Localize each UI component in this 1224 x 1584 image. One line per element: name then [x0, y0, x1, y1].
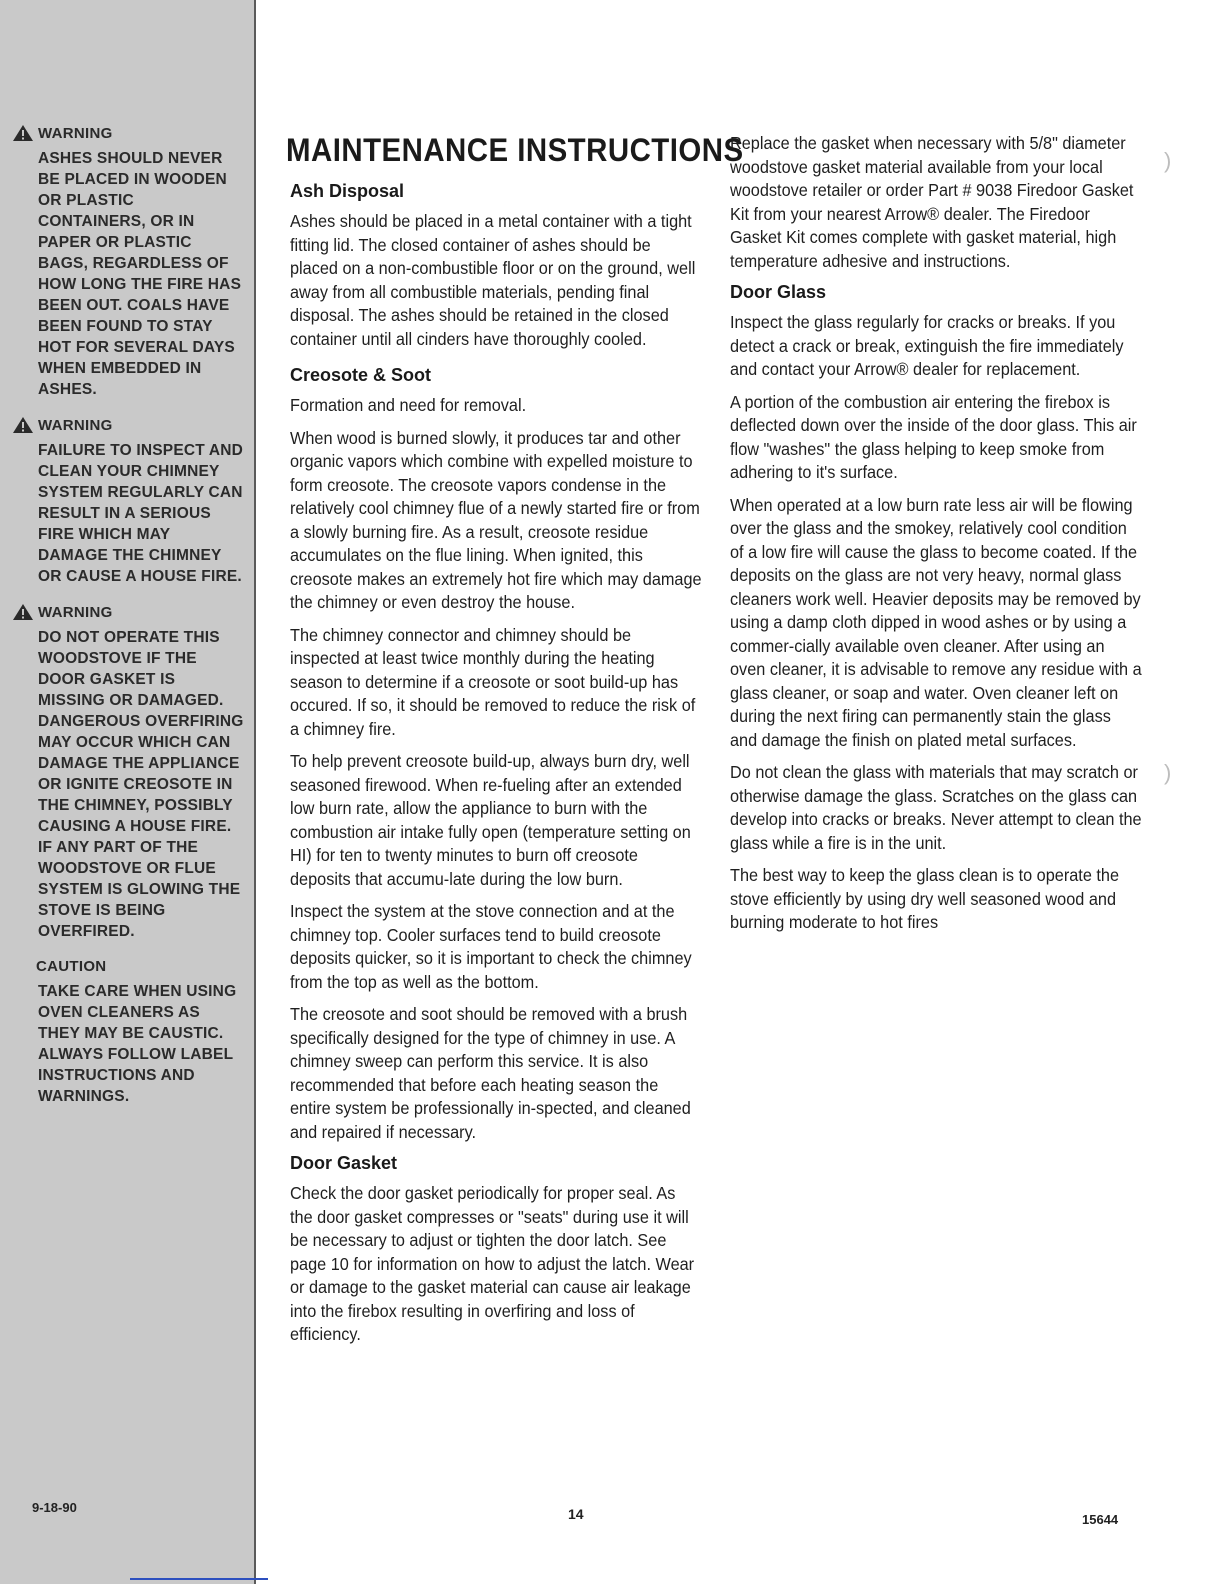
footer-date: 9-18-90: [32, 1500, 77, 1515]
right-column: [724, 132, 1142, 944]
warning-sidebar: [0, 0, 256, 1584]
warning-chimney: [12, 416, 244, 587]
warning-heading: [12, 124, 244, 142]
section-heading-door-gasket: Door Gasket: [290, 1153, 398, 1173]
warning-text: FAILURE TO INSPECT AND CLEAN YOUR CHIMNEY SYSTEM REGULARLY CAN RESULT IN A SERIOUS FIRE WHICH MAY DAMAGE THE CHIMNEY OR CAUSE A HOUSE FIRE.: [38, 442, 244, 585]
paragraph: Ashes should be placed in a metal container with a tight fitting lid. The closed container of ashes should be placed on a non-combustible floor or on the ground, well away from all combustible materials, pending final disposal. The ashes should be retained in the closed container until all cinders have thoroughly cooled.: [290, 211, 696, 349]
paragraph: The best way to keep the glass clean is to operate the stove efficiently by using dry well seasoned wood and burning moderate to hot fires: [730, 865, 1120, 932]
warning-text: DO NOT OPERATE THIS WOODSTOVE IF THE DOOR GASKET IS MISSING OR DAMAGED. DANGEROUS OVERFIRING MAY OCCUR WHICH CAN DAMAGE THE APPLIANCE OR IGNITE CREOSOTE IN THE CHIMNEY, POSSIBLY CAUSING A HOUSE FIRE. IF ANY PART OF THE WOODSTOVE OR FLUE SYSTEM IS GLOWING THE STOVE IS BEING OVERFIRED.: [38, 629, 244, 940]
paragraph: To help prevent creosote build-up, always burn dry, well seasoned firewood. When re-fueling after an extended low burn rate, allow the appliance to burn with the combustion air intake fully open (temperature setting on HI) for ten to twenty minutes to burn off creosote deposits that accumu-late during the low burn.: [290, 751, 691, 889]
warning-ashes: [12, 124, 244, 400]
page-title: MAINTENANCE INSTRUCTIONS: [286, 132, 744, 168]
warning-heading-text: WARNING: [38, 124, 113, 142]
paragraph: The creosote and soot should be removed with a brush specifically designed for the type of chimney in use. A chimney sweep can perform this service. It is also recommended that before each heating season the entire system be professionally in-spected, and cleaned and repaired if necessary.: [290, 1004, 691, 1142]
paragraph: Formation and need for removal.: [290, 395, 527, 415]
section-heading-door-glass: Door Glass: [730, 282, 827, 302]
caution-oven-cleaners: [12, 958, 244, 1107]
caution-heading: CAUTION: [36, 958, 107, 975]
warning-text: ASHES SHOULD NEVER BE PLACED IN WOODEN OR PLASTIC CONTAINERS, OR IN PAPER OR PLASTIC BAGS, REGARDLESS OF HOW LONG THE FIRE HAS BEEN OUT. COALS HAVE BEEN FOUND TO STAY HOT FOR SEVERAL DAYS WHEN EMBEDDED IN ASHES.: [38, 150, 242, 398]
scan-margin-mark: ): [1164, 760, 1172, 785]
warning-heading: [12, 416, 244, 434]
paragraph: Check the door gasket periodically for proper seal. As the door gasket compresses or "seats" during use it will be necessary to adjust or tighten the door latch. See page 10 for information on how to adjust the latch. Wear or damage to the gasket material can cause air leakage into the firebox resulting in overfiring and loss of efficiency.: [290, 1183, 695, 1344]
section-heading-ash-disposal: Ash Disposal: [290, 181, 405, 201]
section-heading-creosote: Creosote & Soot: [290, 365, 432, 385]
paragraph: A portion of the combustion air entering the firebox is deflected down over the inside of the door glass. This air flow "washes" the glass helping to keep smoke from adhering to it's surface.: [730, 391, 1137, 482]
sidebar-bottom-line: [130, 1578, 268, 1580]
paragraph: Inspect the system at the stove connection and at the chimney top. Cooler surfaces tend to build creosote deposits quicker, so it is important to check the chimney from the top as well as the bottom.: [290, 901, 692, 992]
warning-triangle-icon: [12, 124, 34, 142]
paragraph: Do not clean the glass with materials that may scratch or otherwise damage the glass. Scratches on the glass can develop into cracks or breaks. Never attempt to clean the glass while a fire is in the unit.: [730, 762, 1142, 853]
paragraph: Inspect the glass regularly for cracks or breaks. If you detect a crack or break, extinguish the fire immediately and contact your Arrow® dealer for replacement.: [730, 312, 1124, 379]
warning-triangle-icon: [12, 603, 34, 621]
warnings-list: [12, 124, 244, 1123]
paragraph: Replace the gasket when necessary with 5/8" diameter woodstove gasket material available from your local woodstove retailer or order Part # 9038 Firedoor Gasket Kit from your nearest Arrow® dealer. The Firedoor Gasket Kit comes complete with gasket material, high temperature adhesive and instructions.: [730, 133, 1134, 271]
warning-heading-text: WARNING: [38, 603, 113, 621]
footer-doc-number: 15644: [1082, 1512, 1119, 1527]
paragraph: When operated at a low burn rate less air will be flowing over the glass and the smokey, relatively cool condition of a low fire will cause the glass to become coated. If the deposits on the glass are not very heavy, normal glass cleaners work well. Heavier deposits may be removed by using a damp cloth dipped in wood ashes or by using a commer-cially available oven cleaner. After using an oven cleaner, it is advisable to remove any residue with a glass cleaner, or soap and water. Oven cleaner left on during the next firing can permanently stain the glass and damage the finish on plated metal surfaces.: [730, 494, 1142, 750]
paragraph: When wood is burned slowly, it produces tar and other organic vapors which combine with expelled moisture to form creosote. The creosote vapors condense in the relatively cool chimney flue of a newly started fire or from a slowly burning fire. As a result, creosote residue accumulates on the flue lining. When ignited, this creosote makes an extremely hot fire which may damage the chimney or even destroy the house.: [290, 427, 702, 612]
warning-gasket: [12, 603, 244, 942]
paragraph: The chimney connector and chimney should be inspected at least twice monthly during the heating season to determine if a creosote or soot build-up has occured. If so, it should be removed to reduce the risk of a chimney fire.: [290, 624, 696, 739]
caution-text: TAKE CARE WHEN USING OVEN CLEANERS AS THEY MAY BE CAUSTIC. ALWAYS FOLLOW LABEL INSTRUCTIONS AND WARNINGS.: [38, 983, 237, 1105]
warning-heading: [12, 603, 244, 621]
left-column: [286, 132, 744, 1356]
footer-page-number: 14: [568, 1506, 584, 1522]
warning-heading-text: WARNING: [38, 416, 113, 434]
warning-triangle-icon: [12, 416, 34, 434]
scan-margin-mark: ): [1164, 148, 1172, 173]
